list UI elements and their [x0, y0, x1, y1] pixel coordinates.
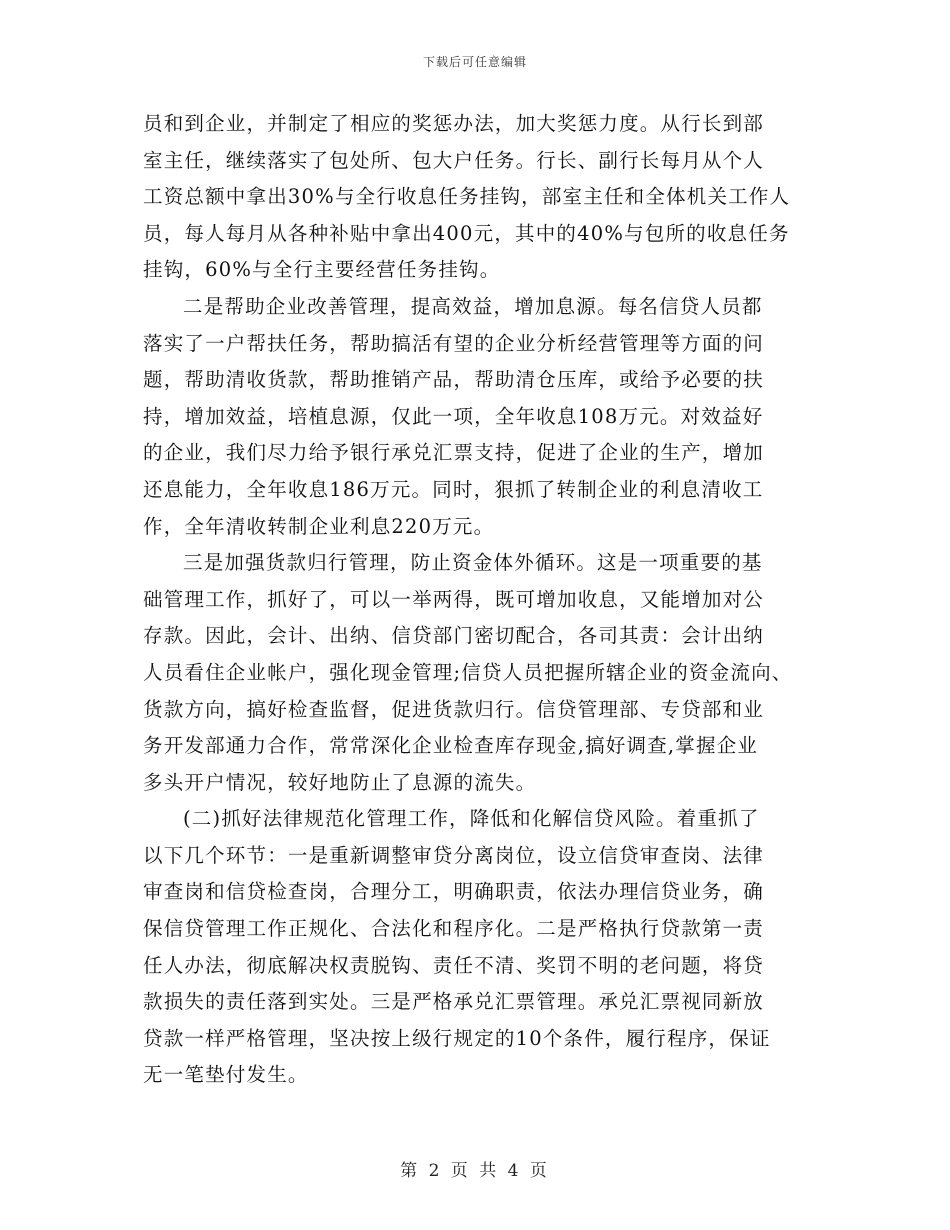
document-body: [143, 106, 807, 1094]
paragraph-1: [143, 106, 807, 289]
text-line: 货款方向，搞好检查监督，促进货款归行。信贷管理部、专贷部和业: [143, 697, 765, 721]
text-line: 二是帮助企业改善管理，提高效益，增加息源。每名信贷人员都: [183, 294, 763, 318]
paragraph-2: [143, 289, 807, 545]
text-line: 工资总额中拿出30%与全行收息任务挂钩，部室主任和全体机关工作人: [143, 185, 791, 209]
text-line: 无一笔垫付发生。: [143, 1063, 309, 1087]
text-line: 务开发部通力合作，常常深化企业检查库存现金,搞好调查,掌握企业: [143, 734, 759, 758]
paragraph-3: [143, 545, 807, 801]
text-line: 审查岗和信贷检查岗，合理分工，明确职责，依法办理信贷业务，确: [143, 880, 765, 904]
text-line: 落实了一户帮扶任务，帮助搞活有望的企业分析经营管理等方面的问: [143, 331, 765, 355]
text-line: 础管理工作，抓好了，可以一举两得，既可增加收息，又能增加对公: [143, 587, 765, 611]
text-line: 员，每人每月从各种补贴中拿出400元，其中的40%与包所的收息任务: [143, 221, 790, 245]
text-line: 多头开户情况，较好地防止了息源的流失。: [143, 770, 537, 794]
text-line: 作，全年清收转制企业利息220万元。: [143, 514, 495, 538]
text-line: 以下几个环节：一是重新调整审贷分离岗位，设立信贷审查岗、法律: [143, 843, 765, 867]
text-line: 持，增加效益，培植息源，仅此一项，全年收息108万元。对效益好: [143, 404, 764, 428]
text-line: 贷款一样严格管理，坚决按上级行规定的10个条件，履行程序，保证: [143, 1026, 771, 1050]
text-line: 款损失的责任落到实处。三是严格承兑汇票管理。承兑汇票视同新放: [143, 990, 765, 1014]
text-line: 的企业，我们尽力给予银行承兑汇票支持，促进了企业的生产，增加: [143, 441, 765, 465]
text-line: 保信贷管理工作正规化、合法化和程序化。二是严格执行贷款第一责: [143, 917, 765, 941]
page-footer: 第 2 页 共 4 页: [400, 1161, 550, 1181]
text-line: (二)抓好法律规范化管理工作，降低和化解信贷风险。着重抓了: [183, 807, 760, 831]
text-line: 题，帮助清收货款，帮助推销产品，帮助清仓压库，或给予必要的扶: [143, 368, 765, 392]
text-line: 三是加强货款归行管理，防止资金体外循环。这是一项重要的基: [183, 551, 763, 575]
paragraph-4: [143, 801, 807, 1094]
text-line: 室主任，继续落实了包处所、包大户任务。行长、副行长每月从个人: [143, 148, 765, 172]
text-line: 还息能力，全年收息186万元。同时，狠抓了转制企业的利息清收工: [143, 477, 764, 501]
page-header: 下载后可任意编辑: [422, 55, 527, 69]
text-line: 员和到企业，并制定了相应的奖惩办法，加大奖惩力度。从行长到部: [143, 112, 765, 135]
text-line: 人员看住企业帐户，强化现金管理;信贷人员把握所辖企业的资金流向、: [143, 660, 793, 684]
text-line: 任人办法，彻底解决权责脱钩、责任不清、奖罚不明的老问题，将贷: [143, 953, 765, 977]
text-line: 存款。因此，会计、出纳、信贷部门密切配合，各司其责：会计出纳: [143, 624, 765, 648]
text-line: 挂钩，60%与全行主要经营任务挂钩。: [143, 258, 501, 282]
